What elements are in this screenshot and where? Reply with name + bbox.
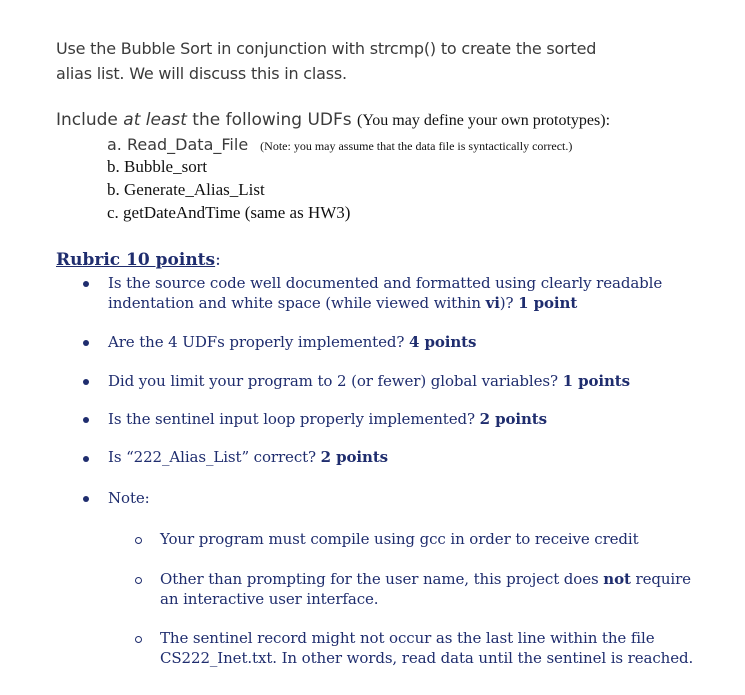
rubric-bullet-vi: vi: [485, 294, 500, 312]
bullet-dot: [83, 496, 89, 502]
bullet-dot: [83, 379, 89, 385]
rubric-bullet-text: Is the sentinel input loop properly implemented?: [108, 410, 480, 428]
udf-item: [107, 135, 572, 155]
bullet-dot: [83, 456, 89, 462]
udf-item: b. Generate_Alias_List: [107, 180, 265, 199]
note-line: [160, 570, 691, 588]
rubric-bullet: [108, 410, 547, 428]
udfs-lead-d: (You may define your own prototypes):: [357, 112, 611, 129]
rubric-bullet: [108, 372, 630, 390]
sub-bullet-ring: [135, 577, 142, 584]
rubric-bullet-note: Note:: [108, 489, 150, 507]
bullet-dot: [83, 417, 89, 423]
rubric-bullet: [108, 333, 476, 351]
sub-bullet-ring: [135, 636, 142, 643]
udf-item-text: a. Read_Data_File: [107, 135, 249, 154]
udf-item-note: (Note: you may assume that the data file is syntactically correct.): [260, 139, 573, 153]
note-line: CS222_Inet.txt. In other words, read data until the sentinel is reached.: [160, 649, 694, 667]
rubric-points: 1 points: [562, 372, 630, 390]
rubric-bullet: [108, 448, 388, 466]
rubric-bullet-text: Is “222_Alias_List” correct?: [108, 448, 321, 466]
udfs-heading: [56, 110, 610, 130]
note-text: require: [630, 570, 691, 588]
sub-bullet-ring: [135, 537, 142, 544]
rubric-bullet-line: [108, 294, 577, 312]
intro-line-1: Use the Bubble Sort in conjunction with strcmp() to create the sorted: [56, 39, 597, 58]
udf-item: c. getDateAndTime (same as HW3): [107, 203, 351, 222]
bullet-dot: [83, 281, 89, 287]
rubric-points: 2 points: [320, 448, 389, 466]
rubric-bullet-text: )?: [499, 294, 519, 312]
udfs-lead-a: Include: [56, 110, 124, 130]
rubric-title: Rubric 10 points: [56, 250, 216, 270]
note-line: an interactive user interface.: [160, 590, 379, 608]
note-text: Other than prompting for the user name, this project does: [160, 570, 604, 588]
rubric-bullet-text: Did you limit your program to 2 (or fewer) global variables?: [108, 372, 563, 390]
udf-item: b. Bubble_sort: [107, 157, 208, 176]
note-line: The sentinel record might not occur as the last line within the file: [160, 629, 655, 647]
rubric-points: 4 points: [409, 333, 477, 351]
rubric-bullet-line: Is the source code well documented and formatted using clearly readable: [108, 274, 663, 292]
rubric-heading: [56, 250, 221, 270]
bullet-dot: [83, 340, 89, 346]
note-line: Your program must compile using gcc in order to receive credit: [160, 530, 639, 548]
rubric-points: 2 points: [479, 410, 547, 428]
note-emphasis: not: [603, 570, 631, 588]
rubric-bullet-text: Are the 4 UDFs properly implemented?: [108, 333, 410, 351]
udfs-lead-c: the following UDFs: [186, 110, 358, 130]
intro-line-2: alias list. We will discuss this in class.: [56, 64, 347, 83]
rubric-colon: :: [215, 250, 221, 270]
rubric-bullet-text: indentation and white space (while viewed within: [108, 294, 486, 312]
udfs-lead-b: at least: [123, 110, 187, 130]
rubric-points: 1 point: [518, 294, 578, 312]
